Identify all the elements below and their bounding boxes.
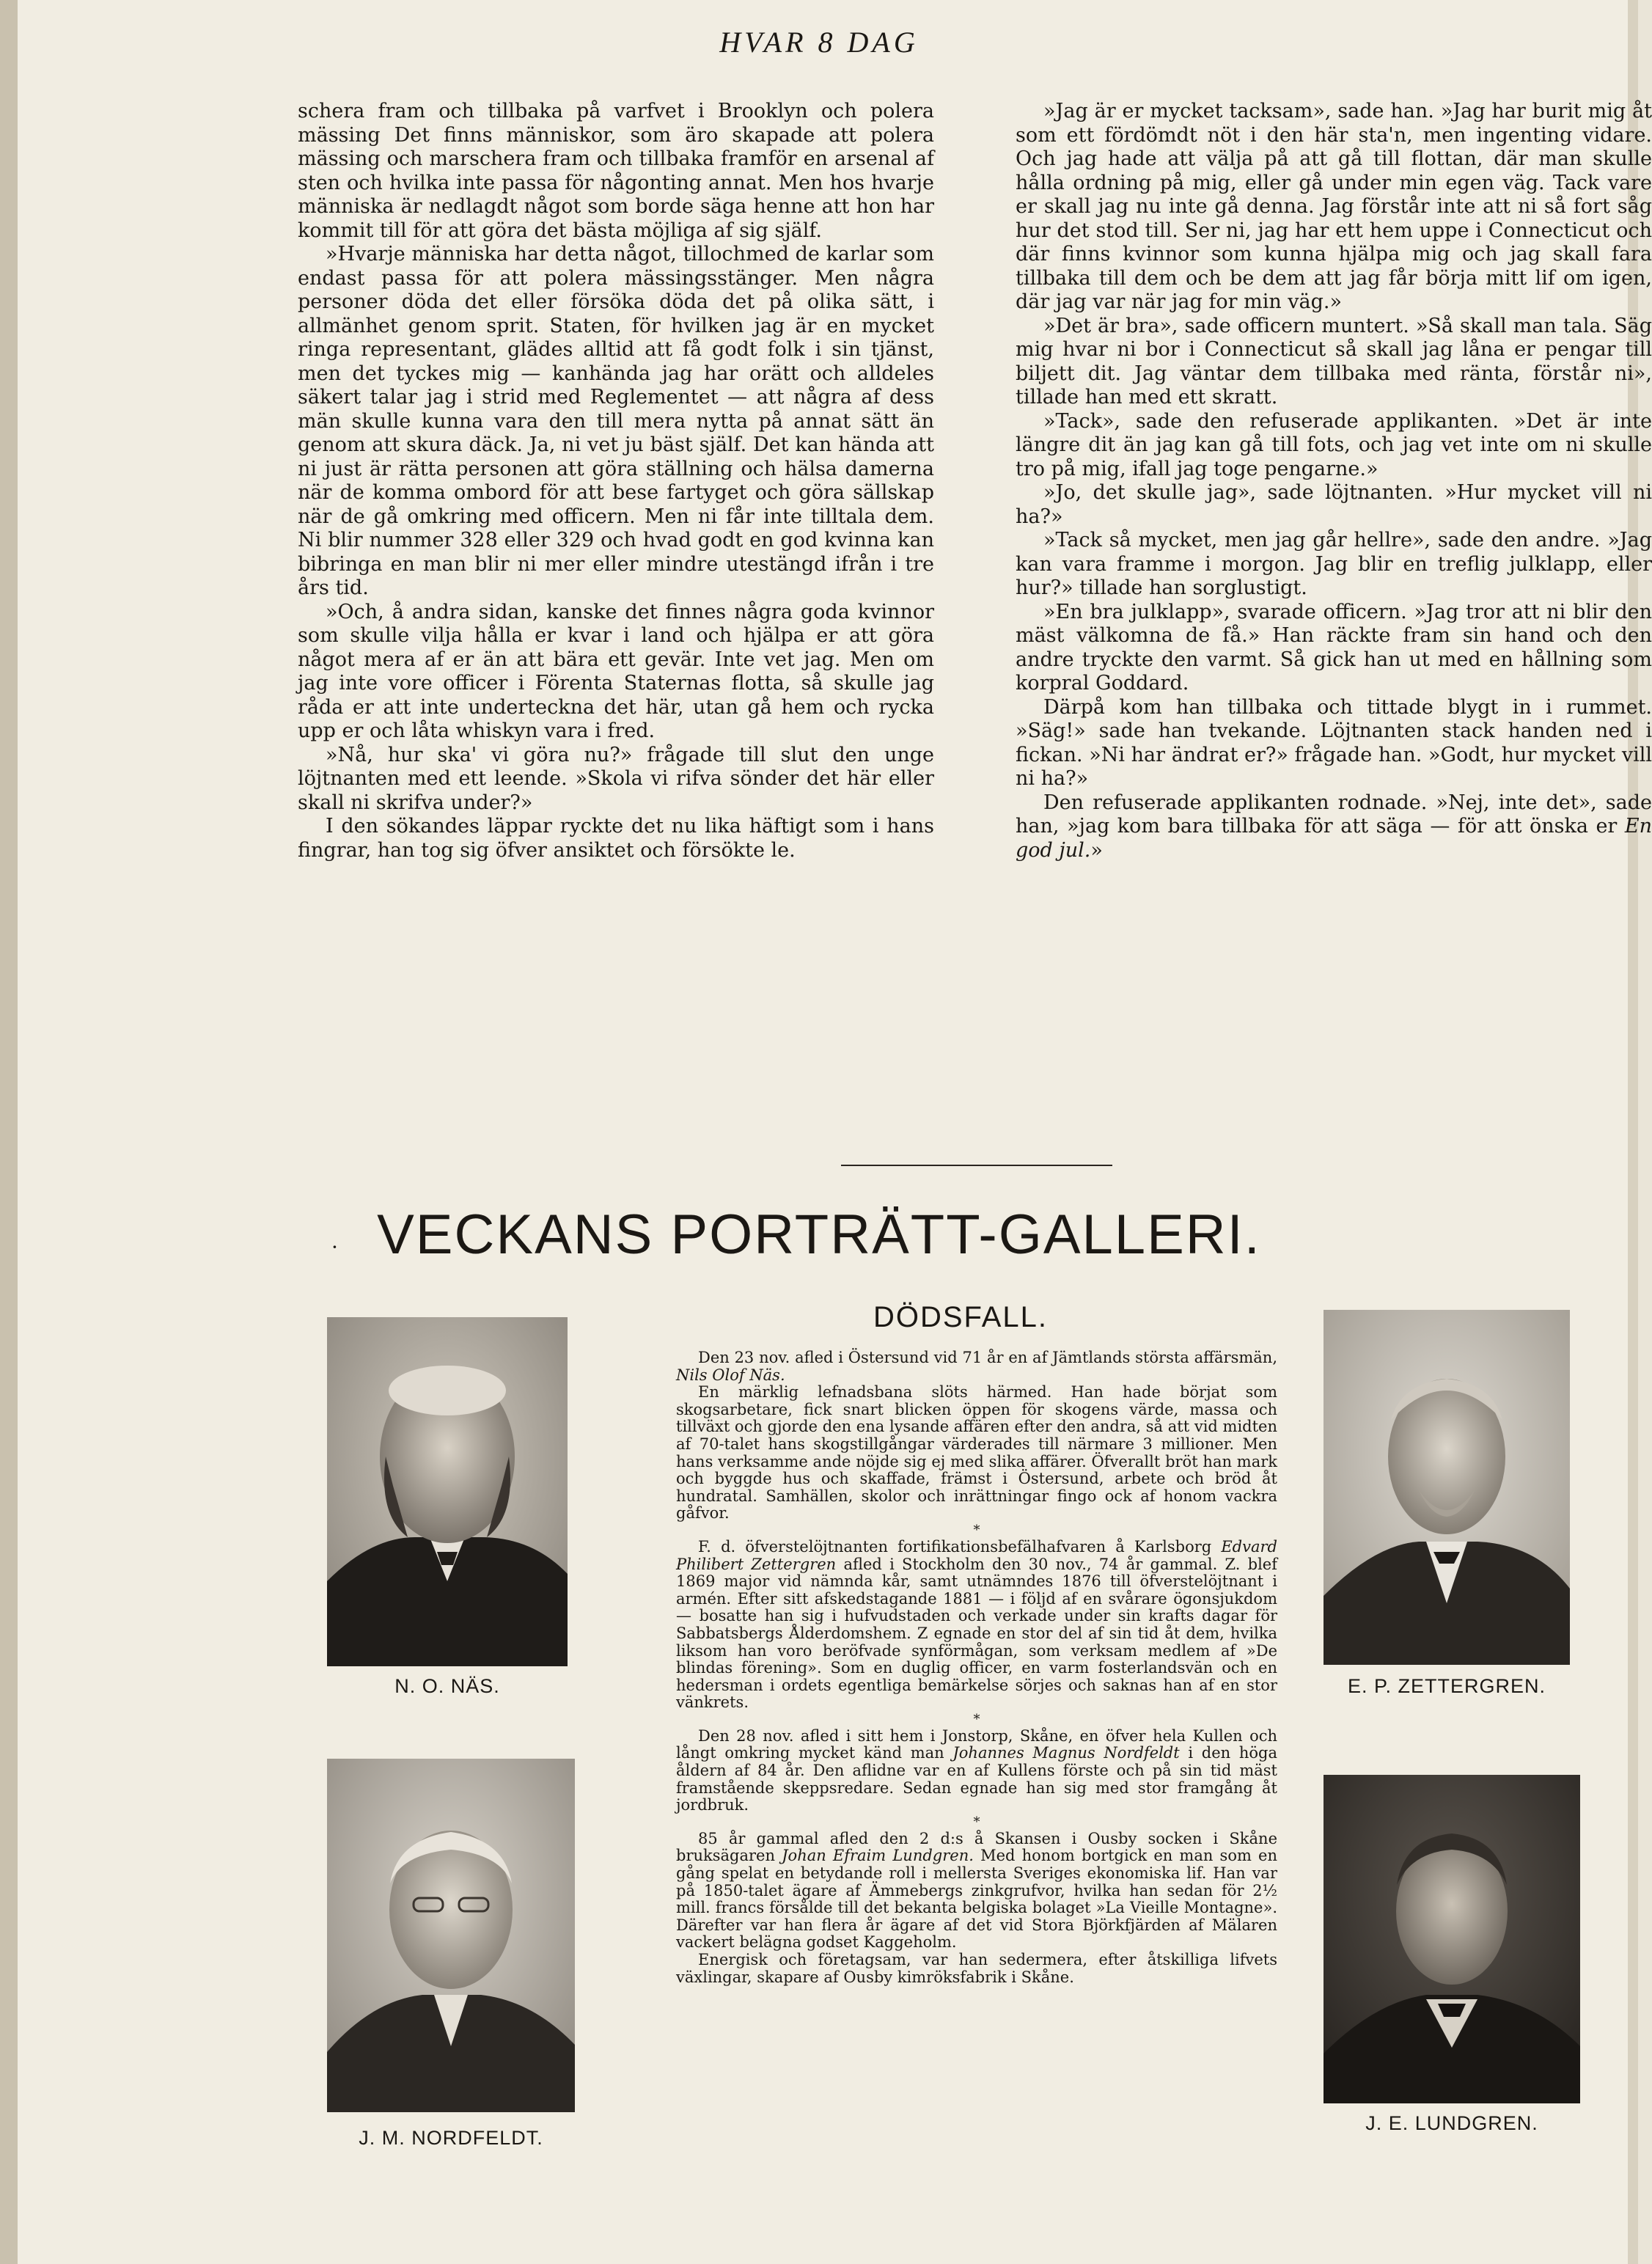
notice-text: F. d. öfverstelöjtnanten fortifikationsbefälhafvaren å Karlsborg (698, 1537, 1212, 1556)
portrait-photo-zettergren (1324, 1310, 1570, 1665)
story-paragraph: »Hvarje människa har detta något, tillochmed de karlar som endast passa för att polera mässingsstänger. Men några personer döda det eller försöka döda det på olika sätt, i allmänhet genom sprit. Staten, för hvilken jag är en mycket ringa representant, glädes alltid att få godt folk i sin tjänst, men det tyckes mig — kanhända jag har orätt och alldeles säkert talar jag i strid med Reglementet — att några af dess män skulle kunna vara den till mera nytta på annat sätt än genom att skura däck. Ja, ni vet ju bäst själf. Det kan hända att ni just är rätta personen att göra ställning och hälsa damerna när de komma ombord för att bese fartyget och göra sällskap när de gå omkring med officern. Men ni får inte tilltala dem. Ni blir nummer 328 eller 329 och hvad godt en god kvinna kan bibringa en man blir ni mer eller mindre utestängd ifrån i tre års tid. (298, 243, 934, 599)
portrait-photo-nordfeldt (327, 1759, 575, 2112)
portrait-caption-nas: N. O. NÄS. (394, 1675, 500, 1697)
portrait-caption-nordfeldt: J. M. NORDFELDT. (359, 2127, 543, 2149)
notice-separator: * (973, 1814, 980, 1830)
story-paragraph: I den sökandes läppar ryckte det nu lika häftigt som i hans fingrar, han tog sig öfver ansiktet och försökte le. (298, 815, 934, 862)
story-paragraph: »Det är bra», sade officern muntert. »Så skall man tala. Säg mig hvar ni bor i Connecticut så skall jag låna er pengar till biljett dit. Jag väntar dem tillbaka med ränta, förstår ni», tillade han med ett skratt. (1016, 314, 1652, 409)
notice-text: afled i Stockholm den 30 nov., 74 år gammal. Z. blef 1869 major vid nämnda kår, samt utnämndes 1876 till öfverstelöjtnant i armén. Efter sitt afskedstagande 1881 — i följd af en svårare ögonsjukdom — bosatte han sig i hufvudstaden och verkade under sin krafts dagar för Sabbatsbergs Ålderdomshem. Z egnade en stor del af sin tid åt dem, hvilka liksom han voro beröfvade synförmågan, som verksam medlem af »De blindas förening». Som en duglig officer, en varm fosterlandsvän och en hedersman i ordets egentliga bemärkelse sörjes och saknas han af en stor vänkrets. (676, 1555, 1277, 1712)
story-paragraph: »En bra julklapp», svarade officern. »Jag tror att ni blir den mäst välkomna de få.» Han räckte fram sin hand och den andre tryckte den varmt. Så gick han ut med en hållning som korpral Goddard. (1016, 600, 1652, 695)
notice-nas-intro (676, 1349, 1277, 1384)
decorative-dot: · (331, 1235, 338, 1259)
story-paragraph: schera fram och tillbaka på varfvet i Brooklyn och polera mässing Det finns människor, som äro skapade att polera mässing och marschera fram och tillbaka framför en arsenal af sten och hvilka inte passa för någonting annat. Men hos hvarje människa är nedlagdt något som borde säga henne att hon har kommit till för att göra det bästa möjliga af sig själf. (298, 100, 934, 242)
section-divider (841, 1165, 1112, 1166)
story-ending-italic: En god jul. (1016, 815, 1652, 862)
notice-nordfeldt (676, 1728, 1277, 1814)
story-column-left (298, 100, 934, 862)
notice-text: Den 28 nov. afled i sitt hem i Jonstorp, Skåne, en öfver hela Kullen och långt omkring mycket känd man (676, 1726, 1277, 1762)
story-ending-quote: » (1090, 838, 1103, 862)
notice-text: 85 år gammal afled den 2 d:s å Skansen i Ousby socken i Skåne bruksägaren (676, 1829, 1277, 1865)
notice-lundgren (676, 1831, 1277, 1952)
deceased-name: Johan Efraim Lundgren. (782, 1847, 974, 1865)
notice-text: i den höga åldern af 84 år. Den aflidne var en af Kullens förste och på sin tid mäst framstående skeppsredare. Sedan egnade han sig med stor framgång åt jordbruk. (676, 1744, 1277, 1814)
running-header: HVAR 8 DAG (719, 26, 919, 59)
notice-text: En märklig lefnadsbana slöts härmed. Han hade börjat som skogsarbetare, fick snart blicken öppen för skogens värde, massa och tillväxt och gjorde den ena lysande affären efter den andra, så att vid midten af 70-talet hans skogstillgångar värderades till närmare 3 millioner. Men hans verksamme ande nöjde sig ej med slika affärer. Öfverallt bröt han mark och byggde hus och skaffade, främst i Östersund, arbete och bröd åt hundratal. Samhällen, skolor och inrättningar fingo ock af honom vackra gåfvor. (676, 1383, 1277, 1523)
story-paragraph: »Jag är er mycket tacksam», sade han. »Jag har burit mig åt som ett fördömdt nöt i den här sta'n, men ingenting vidare. Och jag hade att välja på att gå till flottan, där man skulle hålla ordning på mig, eller gå under min egen väg. Tack vare er skall jag nu inte gå denna. Jag förstår inte att ni så fort såg hur det stod till. Ser ni, jag har ett hem uppe i Connecticut och där finns kvinnor som kunna hjälpa mig och jag skall fara tillbaka till dem och be dem att jag får börja mitt lif om igen, där jag var när jag for min väg.» (1016, 100, 1652, 313)
story-paragraph: »Och, å andra sidan, kanske det finnes några goda kvinnor som skulle vilja hålla er kvar i land och hjälpa er att göra något mera af er än att bära ett gevär. Inte vet jag. Men om jag inte vore officer i Förenta Staternas flotta, så skulle jag råda er att inte underteckna det här, utan gå hem och rycka upp er och låta whiskyn vara i fred. (298, 600, 934, 742)
story-paragraph: »Tack så mycket, men jag går hellre», sade den andre. »Jag kan vara framme i morgon. Jag blir en treflig julklapp, eller hur?» tillade han sorglustigt. (1016, 529, 1652, 599)
story-paragraph: Därpå kom han tillbaka och tittade blygt in i rummet. »Säg!» sade han tvekande. Löjtnanten stack handen ned i fickan. »Ni har ändrat er?» frågade han. »Godt, hur mycket vill ni ha?» (1016, 695, 1652, 790)
notice-lundgren-end (676, 1952, 1277, 1986)
portrait-caption-zettergren: E. P. ZETTERGREN. (1347, 1675, 1546, 1697)
portrait-caption-lundgren: J. E. LUNDGREN. (1365, 2112, 1538, 2134)
deceased-name: Nils Olof Näs. (676, 1366, 785, 1384)
gallery-title: VECKANS PORTRÄTT-GALLERI. (377, 1204, 1261, 1266)
notice-text: Energisk och företagsam, var han sedermera, efter åtskilliga lifvets växlingar, skapare af Ousby kimröksfabrik i Skåne. (676, 1951, 1277, 1986)
page-left-edge (0, 0, 18, 2264)
death-notices (676, 1349, 1277, 1986)
story-paragraph: »Tack», sade den refuserade applikanten. »Det är inte längre dit än jag kan gå till fots, och jag vet inte om ni skulle tro på mig, ifall jag toge pengarne.» (1016, 409, 1652, 480)
story-column-right (1016, 100, 1652, 862)
notice-text: Den 23 nov. afled i Östersund vid 71 år en af Jämtlands största affärsmän, (698, 1349, 1277, 1366)
notice-nas-body (676, 1384, 1277, 1523)
portrait-photo-nas (327, 1317, 568, 1666)
notice-separator: * (973, 1711, 980, 1727)
deceased-name: Edvard Philibert Zettergren (676, 1537, 1277, 1573)
portrait-photo-lundgren (1324, 1775, 1580, 2103)
story-paragraph: »Jo, det skulle jag», sade löjtnanten. »Hur mycket vill ni ha?» (1016, 481, 1652, 528)
story-paragraph: »Nå, hur ska' vi göra nu?» frågade till slut den unge löjtnanten med ett leende. »Skola vi rifva sönder det här eller skall ni skrifva under?» (298, 743, 934, 814)
notice-separator: * (973, 1522, 980, 1538)
notice-text: Med honom bortgick en man som en gång spelat en betydande roll i mellersta Sveriges ekonomiska lif. Han var på 1850-talet ägare af Ämmebergs zinkgrufvor, hvilka han sedan för 2½ mill. francs försålde till det bekanta belgiska bolaget »La Vieille Montagne». Därefter var han flera år ägare af det vid Stora Björkfjärden af Mälaren vackert belägna godset Kaggeholm. (676, 1847, 1277, 1952)
notice-zettergren (676, 1539, 1277, 1712)
story-final-text: Den refuserade applikanten rodnade. »Nej, inte det», sade han, »jag kom bara tillbaka för att säga — för att önska er (1016, 791, 1652, 838)
story-final-paragraph (1016, 791, 1652, 863)
deaths-heading: DÖDSFALL. (873, 1301, 1049, 1333)
deceased-name: Johannes Magnus Nordfeldt (952, 1744, 1180, 1762)
